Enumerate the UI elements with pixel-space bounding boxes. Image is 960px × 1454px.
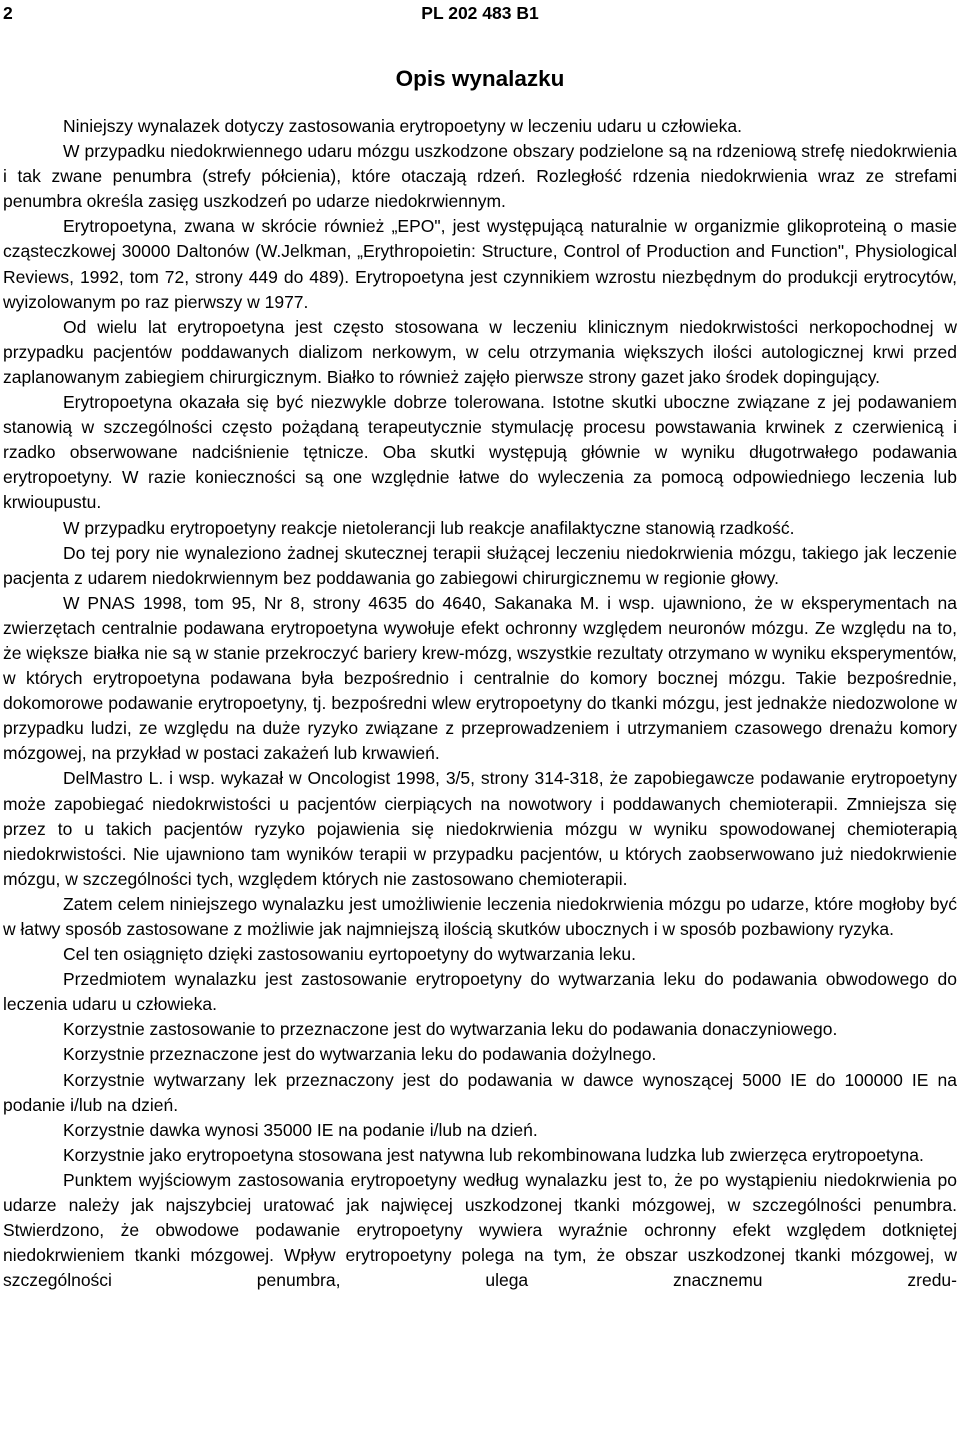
paragraph: Korzystnie jako erytropoetyna stosowana jest natywna lub rekombinowana ludzka lub zwierzęca erytropoetyna. [63,1144,924,1165]
paragraph: W przypadku erytropoetyny reakcje nietolerancji lub reakcje anafilaktyczne stanowią rzadkość. [63,517,795,538]
paragraph: Korzystnie wytwarzany lek przeznaczony jest do podawania w dawce wynoszącej 5000 IE do 100000 IE na podanie i/lub na dzień. [3,1069,957,1115]
paragraph: Zatem celem niniejszego wynalazku jest umożliwienie leczenia niedokrwienia mózgu po udarze, które mogłoby być w łatwy sposób zastosowane z możliwie jak najmniejszą ilością skutków ubocznych i w sposób pozbawiony ryzyka. [3,893,957,939]
paragraph: W PNAS 1998, tom 95, Nr 8, strony 4635 do 4640, Sakanaka M. i wsp. ujawniono, że w eksperymentach na zwierzętach centralnie podawana erytropoetyna wywołuje efekt ochronny względem neuronów mózgu. Ze względu na to, że większe białka nie są w stanie przekroczyć bariery krew-mózg, wszystkie rezultaty otrzymano w wyniku eksperymentów, w których erytropoetyna podawana była bezpośrednio i centralnie do komory bocznej mózgu. Takie bezpośrednie, dokomorowe podawanie erytropoetyny, tj. bezpośredni wlew erytropoetyny do tkanki mózgu, jest jednakże niedozwolone w przypadku ludzi, ze względu na duże ryzyko związane z przeprowadzeniem i utrzymaniem czasowego drenażu komory mózgowej, na przykład w postaci zakażeń lub krwawień. [3,592,957,764]
paragraph: Korzystnie zastosowanie to przeznaczone jest do wytwarzania leku do podawania donaczyniowego. [63,1019,838,1040]
page-number: 2 [3,3,13,23]
paragraph: W przypadku niedokrwiennego udaru mózgu uszkodzone obszary podzielone są na rdzeniową strefę niedokrwienia i tak zwane penumbra (strefy półcienia), które otaczają rdzeń. Rozległość rdzenia niedokrwienia wraz ze strefami penumbra określa zasięg uszkodzeń po udarze niedokrwiennym. [3,141,957,212]
paragraph: Erytropoetyna okazała się być niezwykle dobrze tolerowana. Istotne skutki uboczne związane z jej podawaniem stanowią w szczególności często pożądaną terapeutycznie stymulację procesu powstawania krwinek z czerwienicą i rzadko obserwowane nadciśnienie tętnicze. Oba skutki występują głównie w wyniku długotrwałego podawania erytropoetyny. W razie konieczności są one względnie łatwe do wyleczenia za pomocą odpowiedniego leczenia lub krwioupustu. [3,392,957,513]
section-title: Opis wynalazku [395,66,565,91]
paragraph: Niniejszy wynalazek dotyczy zastosowania erytropoetyny w leczeniu udaru u człowieka. [63,116,742,136]
paragraph: Punktem wyjściowym zastosowania erytropoetyny według wynalazku jest to, że po wystąpieniu niedokrwienia po udarze należy jak najszybciej uratować jak najwięcej uszkodzonej tkanki mózgowej, w szczególności penumbra. Stwierdzono, że obwodowe podawanie erytropoetyny wywiera wyraźnie ochronny efekt względem dotkniętej niedokrwieniem tkanki mózgowej. Wpływ erytropoetyny polega na tym, że obszar uszkodzonej tkanki mózgowej, w szczególności penumbra, ulega znacznemu zredu- [3,1169,957,1291]
paragraph: Korzystnie przeznaczone jest do wytwarzania leku do podawania dożylnego. [63,1044,657,1065]
paragraph: Cel ten osiągnięto dzięki zastosowaniu eyrtopoetyny do wytwarzania leku. [63,944,636,965]
paragraph: Przedmiotem wynalazku jest zastosowanie erytropoetyny do wytwarzania leku do podawania obwodowego do leczenia udaru u człowieka. [3,969,957,1015]
paragraph: Od wielu lat erytropoetyna jest często stosowana w leczeniu klinicznym niedokrwistości nerkopochodnej w przypadku pacjentów poddawanych dializom nerkowym, w celu otrzymania większych ilości autologicznej krwi przed zaplanowanym zabiegiem chirurgicznym. Białko to również zajęło pierwsze strony gazet jako środek dopingujący. [3,316,957,387]
page-header [0,3,960,25]
paragraph: Do tej pory nie wynaleziono żadnej skutecznej terapii służącej leczeniu niedokrwienia mózgu, takiego jak leczenie pacjenta z udarem niedokrwiennym bez poddawania go zabiegowi chirurgicznemu w regionie głowy. [3,542,957,588]
patent-number: PL 202 483 B1 [421,3,539,23]
document-body [3,114,957,1293]
paragraph: Korzystnie dawka wynosi 35000 IE na podanie i/lub na dzień. [63,1119,538,1140]
paragraph: Erytropoetyna, zwana w skrócie również „EPO", jest występującą naturalnie w organizmie glikoproteiną o masie cząsteczkowej 30000 Daltonów (W.Jelkman, „Erythropoietin: Structure, Control of Production and Function", Physiological Reviews, 1992, tom 72, strony 449 do 489). Erytropoetyna jest czynnikiem wzrostu niezbędnym do produkcji erytrocytów, wyizolowanym po raz pierwszy w 1977. [3,216,957,312]
paragraph: DelMastro L. i wsp. wykazał w Oncologist 1998, 3/5, strony 314-318, że zapobiegawcze podawanie erytropoetyny może zapobiegać niedokrwistości u pacjentów cierpiących na nowotwory i poddawanych chemioterapii. Zmniejsza się przez to u takich pacjentów ryzyko pojawienia się niedokrwienia mózgu w wyniku spowodowanej chemioterapią niedokrwistości. Nie ujawniono tam wyników terapii w przypadku pacjentów, u których zaobserwowano już niedokrwienie mózgu, w szczególności tych, względem których nie zastosowano chemioterapii. [3,768,957,889]
